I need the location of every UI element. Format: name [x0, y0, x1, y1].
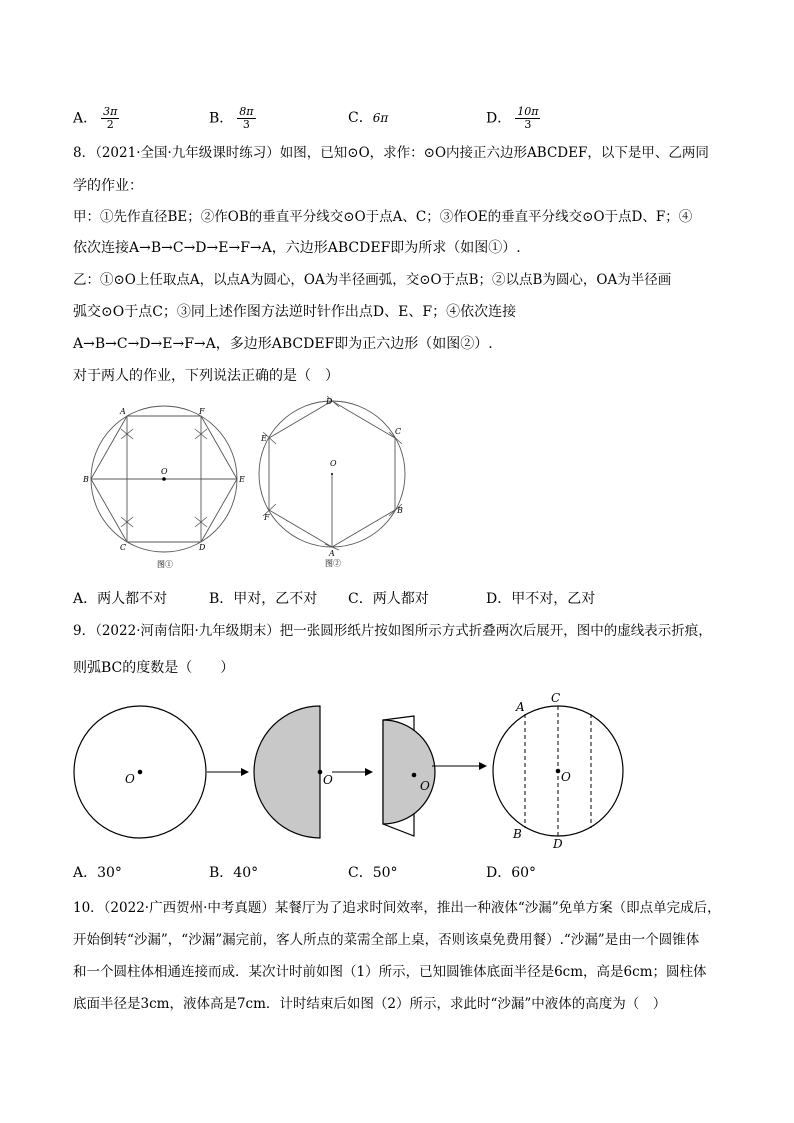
fig2-label-c: C [395, 427, 402, 436]
q8-figure-1 [80, 405, 250, 575]
fig1-label-o: O [161, 467, 168, 476]
q8-line-6: 弧交⊙O于点C；③同上述作图方法逆时针作出点D、E、F；④依次连接 [73, 304, 517, 320]
fig2-label-f: F [264, 513, 270, 522]
q9-line-2: 则弧BC的度数是（ ） [73, 660, 235, 676]
q9-label-o2: O [323, 773, 333, 787]
q8-line-1: 8．（2021·全国·九年级课时练习）如图，已知⊙O，求作：⊙O内接正六边形ABCDEF，以下是甲、乙两同 [73, 145, 709, 161]
fig1-caption: 图① [157, 560, 173, 569]
q9-figure [70, 690, 660, 850]
q9-center-dot-2 [318, 770, 323, 775]
fig1-label-d: D [199, 543, 206, 552]
q9-center-dot-4 [556, 769, 561, 774]
q9-label-o4: O [561, 770, 571, 784]
fig1-label-c: C [120, 543, 127, 552]
q9-center-dot-3 [412, 773, 417, 778]
q10-line-4: 底面半径是3cm，液体高是7cm．计时结束后如图（2）所示，求此时“沙漏”中液体的高度为（ ） [73, 996, 667, 1012]
q10-line-2: 开始倒转“沙漏”，“沙漏”漏完前，客人所点的菜需全部上桌，否则该桌免费用餐）.“沙漏”是由一个圆锥体 [73, 932, 700, 948]
q9-semicircle [254, 706, 320, 838]
q9-option-c: C．50° [348, 865, 398, 881]
q7-option-c: C．6π [348, 110, 389, 126]
fig1-label-e: E [239, 475, 245, 484]
q8-option-c: C．两人都对 [348, 591, 429, 607]
fig2-label-b: B [397, 506, 403, 515]
q9-label-d: D [553, 837, 563, 851]
q9-label-o3: O [420, 779, 430, 793]
q8-line-5: 乙：①⊙O上任取点A，以点A为圆心，OA为半径画弧，交⊙O于点B；②以点B为圆心，OA为半径画 [73, 272, 672, 288]
q9-folded-shaded [383, 720, 435, 824]
q10-line-1: 10．（2022·广西贺州·中考真题）某餐厅为了追求时间效率，推出一种液体“沙漏”免单方案（即点单完成后， [73, 900, 721, 916]
q7-option-a: A． $\frac{3\pi}{2}$ [73, 105, 118, 131]
fig1-label-a: A [120, 407, 126, 416]
q7-option-d: D． $\frac{10\pi}{3}$ [486, 105, 539, 131]
q9-center-dot-1 [138, 770, 143, 775]
q8-line-7: A→B→C→D→E→F→A，多边形ABCDEF即为正六边形（如图②）. [73, 336, 493, 352]
q9-label-c: C [551, 691, 561, 705]
q8-option-b: B．甲对，乙不对 [209, 591, 318, 607]
q10-line-3: 和一个圆柱体相通连接而成．某次计时前如图（1）所示，已知圆锥体底面半径是6cm，高是6cm；圆柱体 [73, 964, 707, 980]
q9-label-o1: O [125, 772, 135, 786]
q8-option-a: A．两人都不对 [73, 591, 168, 607]
q8-option-d: D．甲不对，乙对 [486, 591, 596, 607]
fig1-center-dot [162, 477, 166, 481]
fig2-label-a: A [329, 549, 335, 558]
q7-option-b: B． $\frac{8\pi}{3}$ [209, 105, 254, 131]
q9-label-a: A [516, 700, 525, 714]
q9-label-b: B [513, 827, 522, 841]
fig1-label-f: F [199, 407, 205, 416]
fig1-label-b: B [83, 475, 89, 484]
fig2-label-e: E [261, 434, 267, 443]
fig2-caption: 图② [325, 559, 341, 568]
fig2-label-d: D [326, 397, 333, 406]
q8-line-8: 对于两人的作业，下列说法正确的是（ ） [73, 368, 339, 384]
q9-line-1: 9．（2022·河南信阳·九年级期末）把一张圆形纸片按如图所示方式折叠两次后展开，图中的虚线表示折痕， [73, 623, 712, 639]
q9-option-b: B．40° [209, 865, 259, 881]
q8-figure-2 [255, 398, 415, 578]
q9-option-d: D．60° [486, 865, 537, 881]
fig2-center-dot [331, 473, 333, 475]
q8-line-4: 依次连接A→B→C→D→E→F→A，六边形ABCDEF即为所求（如图①）. [73, 240, 521, 256]
q8-line-2: 学的作业： [73, 178, 143, 194]
q9-option-a: A．30° [73, 865, 122, 881]
q8-line-3: 甲：①先作直径BE；②作OB的垂直平分线交⊙O于点A、C；③作OE的垂直平分线交⊙O于点D、F；④ [73, 209, 693, 225]
fig2-label-o: O [330, 459, 337, 468]
